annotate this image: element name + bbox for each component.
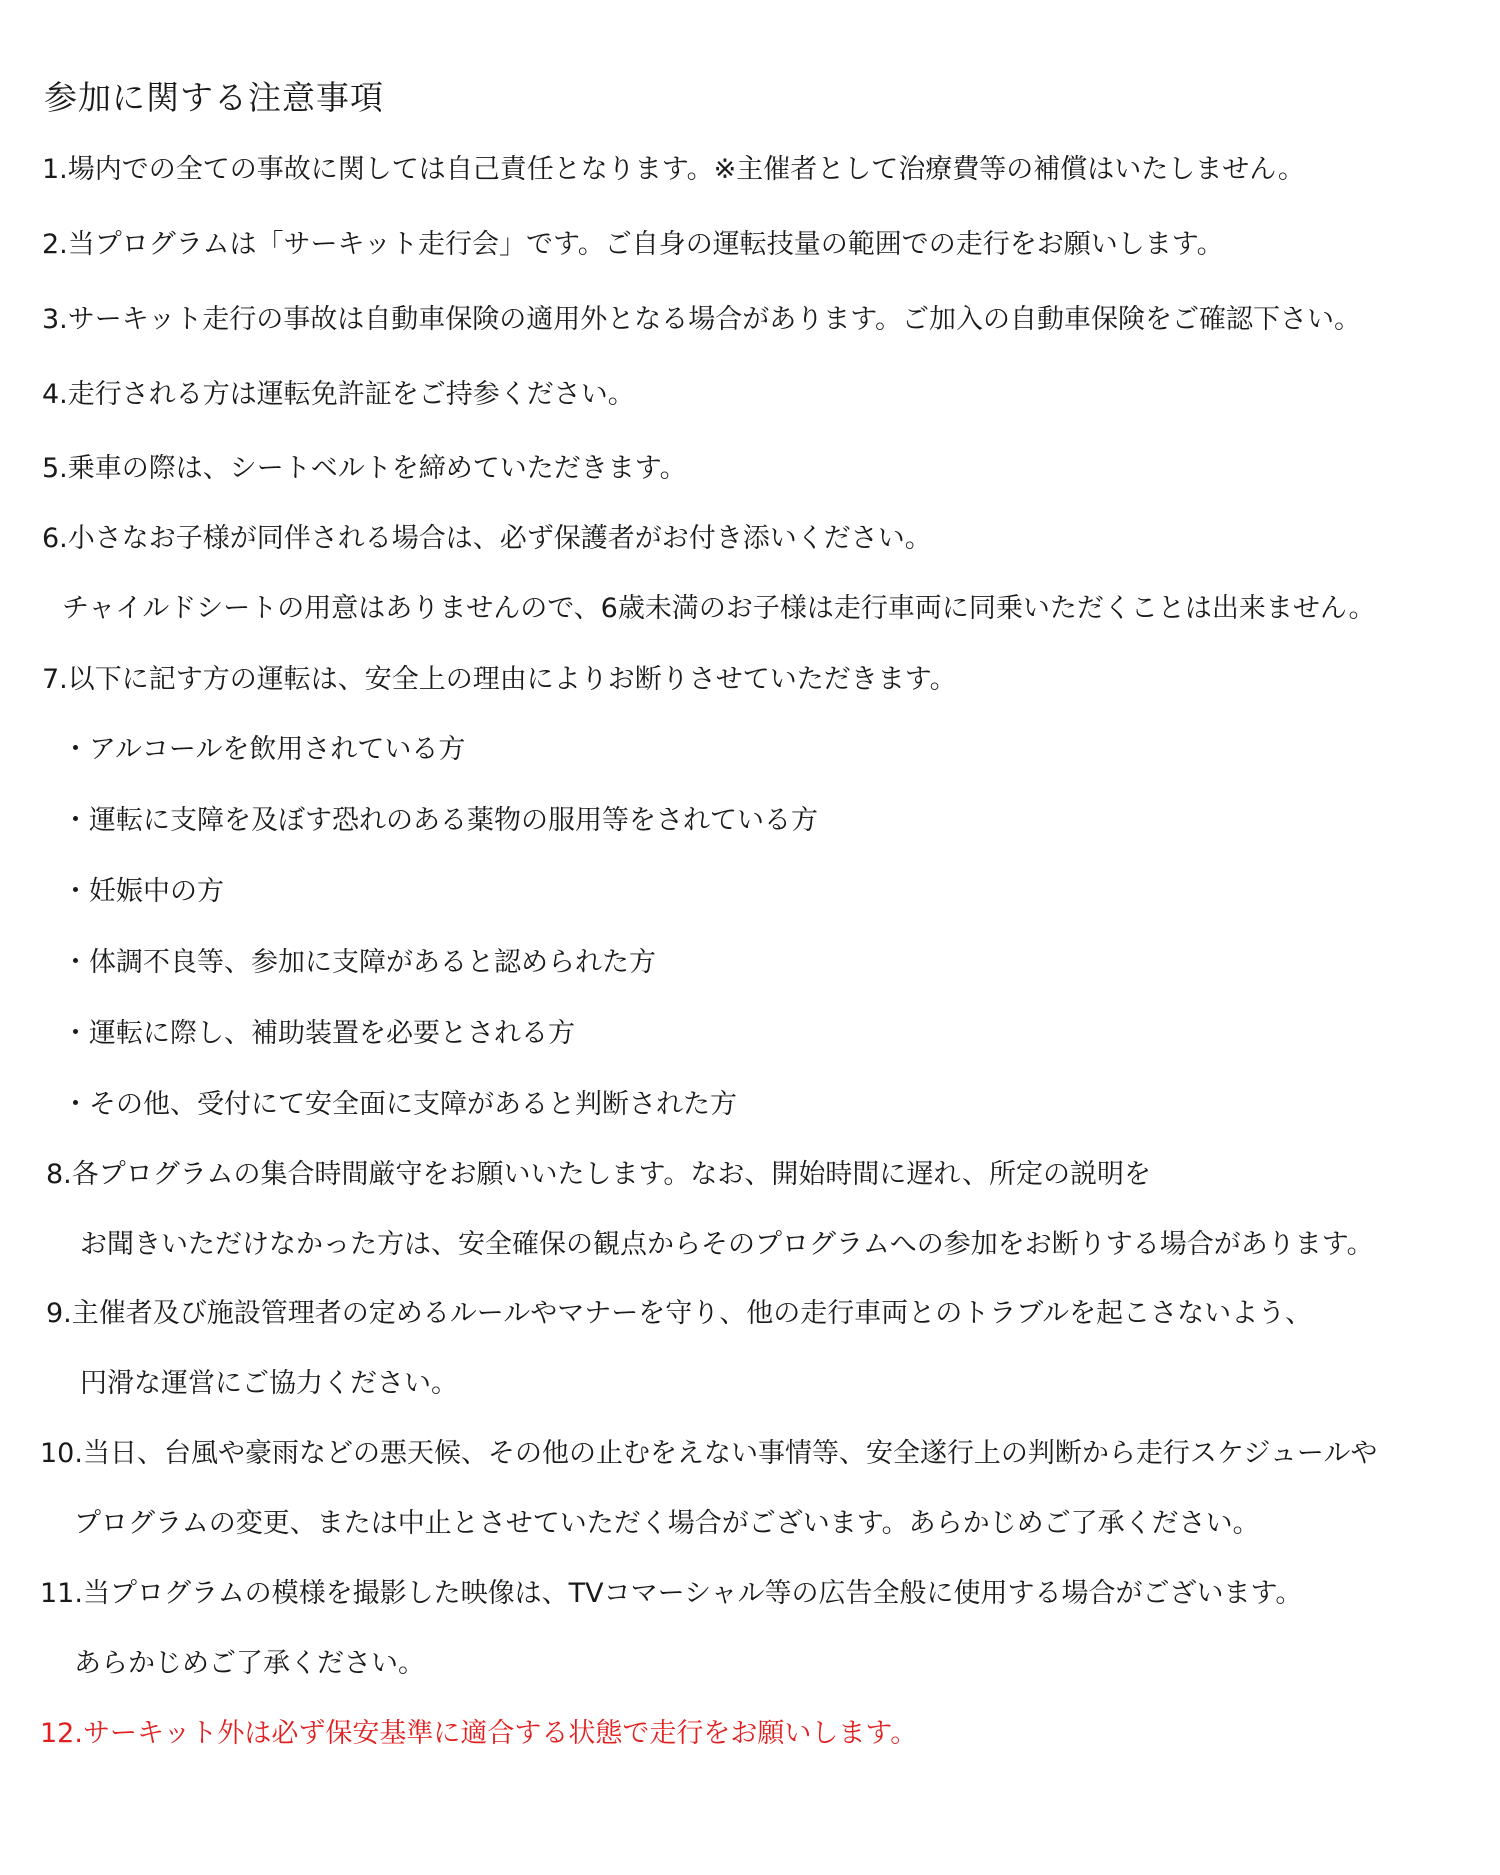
notice-item-3: 3.サーキット走行の事故は自動車保険の適用外となる場合があります。ご加入の自動車保険をご確認下さい。: [42, 304, 1362, 335]
notice-item-11-continuation: あらかじめご了承ください。: [74, 1648, 425, 1679]
notice-item-1: 1.場内での全ての事故に関しては自己責任となります。※主催者として治療費等の補償はいたしません。: [42, 154, 1305, 185]
notice-item-8-continuation: お聞きいただけなかった方は、安全確保の観点からそのプログラムへの参加をお断りする場合があります。: [80, 1229, 1374, 1260]
notice-subitem-pregnancy: ・妊娠中の方: [62, 876, 224, 907]
notice-item-6-continuation: チャイルドシートの用意はありませんので、6歳未満のお子様は走行車両に同乗いただくことは出来ません。: [62, 593, 1376, 624]
notice-item-10: 10.当日、台風や豪雨などの悪天候、その他の止むをえない事情等、安全遂行上の判断から走行スケジュールや: [40, 1438, 1378, 1469]
notice-subitem-medication: ・運転に支障を及ぼす恐れのある薬物の服用等をされている方: [62, 805, 818, 836]
notice-item-10-continuation: プログラムの変更、または中止とさせていただく場合がございます。あらかじめご了承ください。: [74, 1508, 1260, 1539]
notice-subitem-other: ・その他、受付にて安全面に支障があると判断された方: [62, 1089, 737, 1120]
notice-item-6: 6.小さなお子様が同伴される場合は、必ず保護者がお付き添いください。: [42, 523, 932, 554]
notice-item-2: 2.当プログラムは「サーキット走行会」です。ご自身の運転技量の範囲での走行をお願いします。: [42, 229, 1224, 260]
notice-item-7: 7.以下に記す方の運転は、安全上の理由によりお断りさせていただきます。: [42, 664, 957, 695]
notice-item-5: 5.乗車の際は、シートベルトを締めていただきます。: [42, 453, 687, 484]
notice-subitem-health: ・体調不良等、参加に支障があると認められた方: [62, 947, 656, 978]
page-title: 参加に関する注意事項: [44, 78, 384, 117]
notice-item-9: 9.主催者及び施設管理者の定めるルールやマナーを守り、他の走行車両とのトラブルを起こさないよう、: [46, 1298, 1313, 1329]
notice-subitem-alcohol: ・アルコールを飲用されている方: [62, 734, 466, 765]
notice-item-4: 4.走行される方は運転免許証をご持参ください。: [42, 379, 635, 410]
notice-item-8: 8.各プログラムの集合時間厳守をお願いいたします。なお、開始時間に遅れ、所定の説明を: [46, 1159, 1151, 1190]
notice-item-9-continuation: 円滑な運営にご協力ください。: [80, 1368, 458, 1399]
notice-item-12-highlight: 12.サーキット外は必ず保安基準に適合する状態で走行をお願いします。: [40, 1718, 918, 1749]
notice-subitem-assistive-device: ・運転に際し、補助装置を必要とされる方: [62, 1018, 575, 1049]
notice-item-11: 11.当プログラムの模様を撮影した映像は、TVコマーシャル等の広告全般に使用する場合がございます。: [40, 1578, 1303, 1609]
